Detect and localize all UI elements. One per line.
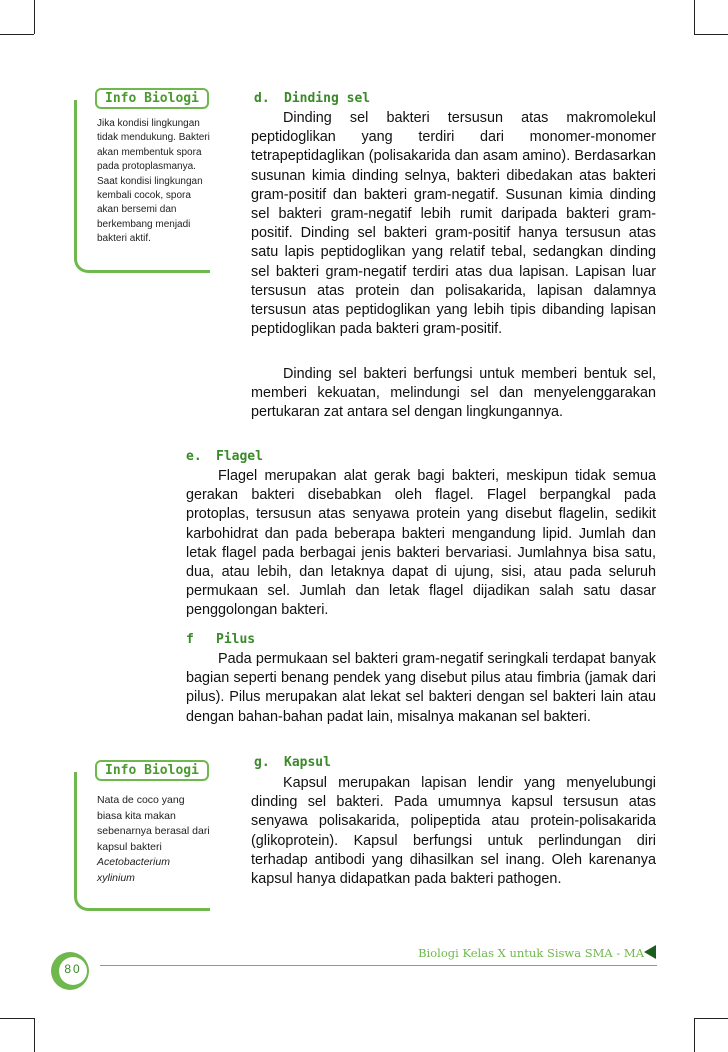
- section-heading-g: [254, 755, 331, 770]
- paragraph-flagel: Flagel merupakan alat gerak bagi bakteri, meskipun tidak semua gerakan bakteri disebabkan oleh flagel. Flagel berpangkal pada protoplas, tersusun atas senyawa protein yang disebut flagelin, sedikit karbohidrat dan pada beberapa bakteri mengandung lipid. Jumlah dan letak flagel pada berbagai jenis bakteri bervariasi. Jumlahnya bisa satu, dua, atau lebih, dan letaknya dapat di ujung, sisi, atau pada seluruh permukaan sel. Jumlah dan letak flagel dijadikan salah satu dasar penggolongan bakteri.: [186, 468, 656, 619]
- section-letter: e.: [186, 449, 202, 464]
- section-heading-f: [186, 632, 255, 647]
- section-title: Dinding sel: [284, 91, 371, 106]
- footer-divider: [100, 965, 657, 966]
- info-box-bottom: [74, 763, 210, 911]
- paragraph-dinding-1: Dinding sel bakteri tersusun atas makromolekul peptidoglikan yang terdiri dari monomer-monomer tetrapeptidaglikan (polisakarida dan asam amino). Berdasarkan susunan kimia dinding selnya, bakteri dibedakan atas bakteri gram-positif dan bakteri gram-negatif. Susunan kimia dinding sel bakteri gram-negatif lebih rumit daripada bakteri gram-positif. Dinding sel bakteri gram-positif hanya tersusun atas satu lapis peptidoglikan yang relatif tebal, sedangkan dinding sel bakteri gram-negatif terdiri atas dua lapisan. Lapisan luar tersusun atas protein dan polisakarida, lapisan dalamnya tersusun atas peptidoglikan yang lebih tipis dibanding lapisan peptidoglikan pada bakteri gram-positif.: [251, 110, 656, 338]
- section-title: Pilus: [216, 632, 256, 647]
- left-arrow-icon: [644, 945, 656, 959]
- section-heading-d: [254, 91, 370, 106]
- crop-mark: [694, 1018, 695, 1052]
- crop-mark: [694, 1018, 728, 1019]
- crop-mark: [0, 34, 34, 35]
- section-title: Kapsul: [284, 755, 331, 770]
- section-letter: g.: [254, 755, 270, 770]
- info-box-text: [97, 793, 210, 886]
- section-letter: d.: [254, 91, 270, 106]
- paragraph-pilus: Pada permukaan sel bakteri gram-negatif seringkali terdapat banyak bagian seperti benang pendek yang disebut pilus atau fimbria (jamak dari pilus). Pilus merupakan alat lekat sel bakteri dengan sel bakteri lain atau dengan bahan-bahan padat lain, misalnya makanan sel bakteri.: [186, 651, 656, 725]
- info-box-text: Jika kondisi lingkungan tidak mendukung. Bakteri akan membentuk spora pada protoplasmanya. Saat kondisi lingkungan kembali cocok, spora akan bersemi dan berkembang menjadi bakteri aktif.: [97, 118, 210, 245]
- crop-mark: [694, 34, 728, 35]
- crop-mark: [34, 0, 35, 34]
- paragraph-dinding-2: Dinding sel bakteri berfungsi untuk memberi bentuk sel, memberi kekuatan, melindungi sel dan menyelenggarakan pertukaran zat antara sel dengan lingkungannya.: [251, 366, 656, 421]
- info-box-text-species: Acetobacterium xylinium: [97, 856, 170, 884]
- section-heading-e: [186, 449, 263, 464]
- paragraph-kapsul: Kapsul merupakan lapisan lendir yang menyelubungi dinding sel bakteri. Pada umumnya kapsul tersusun atas senyawa polisakarida, polipeptida atau protein-polisakarida (glikoprotein). Kapsul berfungsi untuk perlindungan diri terhadap antibodi yang dihasilkan sel inang. Oleh karenanya kapsul hanya didapatkan pada bakteri pathogen.: [251, 775, 656, 888]
- book-title: Biologi Kelas X untuk Siswa SMA - MA: [418, 946, 644, 960]
- info-box-title: Info Biologi: [95, 88, 209, 109]
- crop-mark: [694, 0, 695, 34]
- info-box-top: [74, 91, 210, 273]
- page-number: 80: [64, 962, 82, 976]
- info-box-text-plain: Nata de coco yang biasa kita makan sebenarnya berasal dari kapsul bakteri: [97, 794, 210, 853]
- section-title: Flagel: [216, 449, 263, 464]
- info-box-title: Info Biologi: [95, 760, 209, 781]
- crop-mark: [34, 1018, 35, 1052]
- section-letter: f: [186, 632, 194, 647]
- crop-mark: [0, 1018, 34, 1019]
